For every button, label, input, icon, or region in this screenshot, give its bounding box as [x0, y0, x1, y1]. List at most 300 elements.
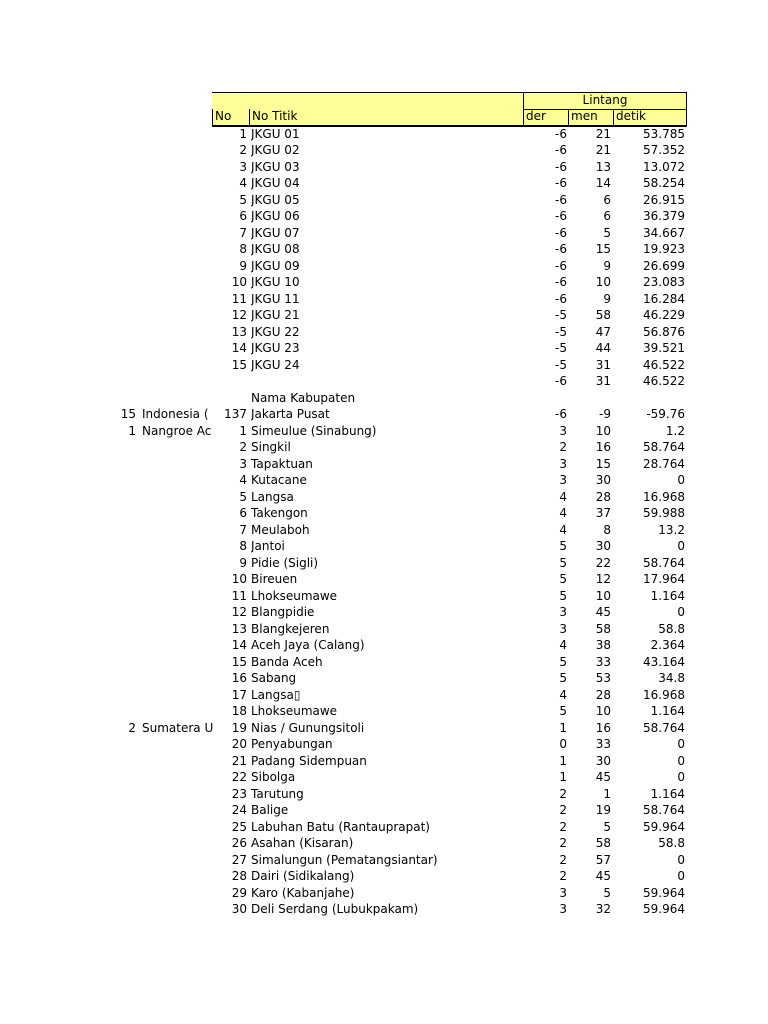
row-number: 12	[231, 308, 247, 322]
latitude-seconds: 46.522	[643, 357, 685, 372]
province-cell	[100, 703, 213, 719]
latitude-seconds: 17.964	[643, 572, 685, 586]
row-number: 5	[239, 192, 247, 207]
province-cell	[100, 736, 213, 752]
latitude-degrees: 2	[559, 803, 567, 817]
latitude-degrees: -6	[555, 258, 567, 273]
location-name: JKGU 06	[251, 209, 300, 223]
row-number: 21	[231, 753, 247, 768]
latitude-minutes: 1	[603, 786, 611, 801]
latitude-seconds: 16.968	[643, 489, 685, 504]
latitude-minutes: 6	[603, 192, 611, 207]
location-name: Meulaboh	[251, 522, 310, 537]
province-number: 1	[128, 423, 136, 438]
row-number: 8	[239, 539, 247, 553]
table-row	[0, 274, 768, 291]
latitude-minutes: -9	[599, 407, 611, 421]
location-name: Sibolga	[251, 770, 296, 784]
latitude-degrees: 2	[559, 786, 567, 801]
latitude-seconds: 26.915	[643, 192, 685, 207]
province-cell	[100, 505, 213, 521]
location-name: Penyabungan	[251, 737, 333, 751]
latitude-minutes: 14	[595, 176, 611, 190]
row-number: 16	[231, 671, 247, 685]
row-number: 12	[231, 605, 247, 619]
latitude-seconds: 13.072	[643, 159, 685, 174]
table-row	[0, 192, 768, 209]
province-cell	[100, 357, 213, 373]
location-name: JKGU 01	[251, 126, 300, 141]
latitude-degrees: -6	[555, 374, 567, 388]
latitude-minutes: 31	[595, 357, 611, 372]
latitude-minutes: 22	[595, 555, 611, 570]
latitude-degrees: 2	[559, 869, 567, 883]
latitude-minutes: 5	[603, 885, 611, 900]
row-number: 22	[231, 770, 247, 784]
latitude-degrees: 2	[559, 836, 567, 850]
latitude-minutes: 57	[595, 852, 611, 867]
latitude-minutes: 13	[595, 159, 611, 174]
location-name: Bireuen	[251, 572, 298, 586]
location-name: Nias / Gunungsitoli	[251, 720, 365, 735]
row-number: 24	[231, 803, 247, 817]
row-number: 15	[231, 654, 247, 669]
header-no: No	[212, 109, 250, 126]
latitude-degrees: -6	[555, 143, 567, 157]
latitude-minutes: 15	[595, 242, 611, 256]
latitude-minutes: 5	[603, 225, 611, 240]
latitude-seconds: 34.667	[643, 225, 685, 240]
latitude-seconds: 39.521	[643, 341, 685, 355]
location-name: Pidie (Sigli)	[251, 555, 319, 570]
latitude-minutes: 30	[595, 539, 611, 553]
location-name: Nama Kabupaten	[251, 390, 356, 405]
row-number: 2	[239, 440, 247, 454]
latitude-degrees: -6	[555, 225, 567, 240]
header-detik: detik	[613, 109, 686, 126]
province-cell	[100, 604, 213, 620]
table-row	[0, 175, 768, 192]
location-name: JKGU 07	[251, 225, 300, 240]
row-number: 6	[239, 506, 247, 520]
latitude-seconds: 0	[677, 869, 685, 883]
province-cell	[100, 142, 213, 158]
location-name: Deli Serdang (Lubukpakam)	[251, 902, 419, 916]
row-number: 4	[239, 473, 247, 487]
row-number: 18	[231, 704, 247, 718]
latitude-seconds: 0	[677, 473, 685, 487]
location-name: Karo (Kabanjahe)	[251, 885, 355, 900]
table-row	[0, 802, 768, 819]
table-row	[0, 720, 768, 737]
latitude-seconds: 0	[677, 852, 685, 867]
row-number: 13	[231, 621, 247, 636]
latitude-minutes: 16	[595, 720, 611, 735]
latitude-degrees: 4	[559, 638, 567, 652]
table-row	[0, 654, 768, 671]
location-name: JKGU 22	[251, 324, 300, 339]
latitude-seconds: 59.964	[643, 819, 685, 834]
latitude-minutes: 10	[595, 588, 611, 603]
latitude-minutes: 30	[595, 473, 611, 487]
table-row	[0, 769, 768, 786]
table-row	[0, 736, 768, 753]
table-row	[0, 885, 768, 902]
latitude-seconds: 16.284	[643, 291, 685, 306]
latitude-seconds: 0	[677, 737, 685, 751]
row-number: 13	[231, 324, 247, 339]
latitude-seconds: 58.254	[643, 176, 685, 190]
table-row	[0, 868, 768, 885]
province-cell	[100, 769, 213, 785]
table-row	[0, 126, 768, 143]
header-men: men	[568, 109, 614, 126]
province-cell	[100, 225, 213, 241]
row-number: 17	[231, 687, 247, 702]
row-number: 23	[231, 786, 247, 801]
latitude-degrees: -6	[555, 291, 567, 306]
province-cell	[100, 274, 213, 290]
latitude-degrees: -6	[555, 126, 567, 141]
latitude-degrees: 2	[559, 852, 567, 867]
location-name: JKGU 23	[251, 341, 300, 355]
table-row	[0, 258, 768, 275]
table-row	[0, 687, 768, 704]
province-cell	[100, 885, 213, 901]
latitude-seconds: 26.699	[643, 258, 685, 273]
province-cell	[100, 687, 213, 703]
location-name: Sabang	[251, 671, 297, 685]
row-number: 137	[224, 407, 247, 421]
latitude-degrees: 5	[559, 555, 567, 570]
table-row	[0, 852, 768, 869]
latitude-seconds: 46.522	[643, 374, 685, 388]
province-cell	[100, 538, 213, 554]
table-row	[0, 456, 768, 473]
row-number: 4	[239, 176, 247, 190]
province-name: Sumatera U	[142, 720, 213, 735]
latitude-degrees: -6	[555, 176, 567, 190]
latitude-minutes: 5	[603, 819, 611, 834]
latitude-seconds: 0	[677, 605, 685, 619]
latitude-seconds: 34.8	[658, 671, 685, 685]
row-number: 9	[239, 258, 247, 273]
table-row	[0, 340, 768, 357]
province-cell	[100, 802, 213, 818]
latitude-minutes: 10	[595, 275, 611, 289]
province-cell	[100, 852, 213, 868]
row-number: 11	[231, 588, 247, 603]
location-name: Blangkejeren	[251, 621, 330, 636]
table-row	[0, 142, 768, 159]
latitude-degrees: 3	[559, 423, 567, 438]
latitude-minutes: 30	[595, 753, 611, 768]
latitude-degrees: -5	[555, 308, 567, 322]
province-cell	[100, 654, 213, 670]
latitude-minutes: 58	[595, 621, 611, 636]
location-name: Labuhan Batu (Rantauprapat)	[251, 819, 430, 834]
province-cell	[100, 258, 213, 274]
location-name: Jakarta Pusat	[251, 407, 330, 421]
province-name: Indonesia (	[142, 407, 209, 421]
latitude-degrees: -6	[555, 242, 567, 256]
province-cell	[100, 307, 213, 323]
latitude-minutes: 31	[595, 374, 611, 388]
latitude-seconds: 0	[677, 753, 685, 768]
latitude-degrees: -6	[555, 159, 567, 174]
province-cell	[100, 390, 213, 406]
location-name: JKGU 02	[251, 143, 300, 157]
latitude-minutes: 10	[595, 423, 611, 438]
latitude-degrees: 5	[559, 572, 567, 586]
location-name: Kutacane	[251, 473, 307, 487]
latitude-degrees: 3	[559, 885, 567, 900]
row-number: 7	[239, 225, 247, 240]
location-name: Tapaktuan	[251, 456, 313, 471]
latitude-minutes: 10	[595, 704, 611, 718]
province-cell	[100, 439, 213, 455]
table-row	[0, 390, 768, 407]
table-row	[0, 208, 768, 225]
row-number: 20	[231, 737, 247, 751]
latitude-seconds: 1.164	[650, 704, 685, 718]
province-cell	[100, 670, 213, 686]
row-number: 8	[239, 242, 247, 256]
province-cell	[100, 175, 213, 191]
province-cell	[100, 786, 213, 802]
latitude-seconds: 43.164	[643, 654, 685, 669]
province-cell	[100, 901, 213, 917]
latitude-degrees: 3	[559, 605, 567, 619]
province-cell	[100, 340, 213, 356]
latitude-degrees: 1	[559, 770, 567, 784]
province-cell	[100, 621, 213, 637]
table-row	[0, 406, 768, 423]
table-row	[0, 522, 768, 539]
province-cell	[100, 291, 213, 307]
latitude-seconds: 58.764	[643, 720, 685, 735]
location-name: JKGU 05	[251, 192, 300, 207]
latitude-seconds: 1.2	[665, 423, 685, 438]
table-row	[0, 621, 768, 638]
latitude-seconds: 23.083	[643, 275, 685, 289]
latitude-seconds: 0	[677, 539, 685, 553]
table-row	[0, 588, 768, 605]
latitude-seconds: 0	[677, 770, 685, 784]
table-row	[0, 505, 768, 522]
latitude-minutes: 15	[595, 456, 611, 471]
province-cell	[100, 720, 213, 736]
latitude-seconds: 1.164	[650, 588, 685, 603]
province-number: 15	[120, 407, 136, 421]
table-row	[0, 670, 768, 687]
table-row	[0, 703, 768, 720]
latitude-seconds: 36.379	[643, 209, 685, 223]
row-number: 10	[231, 275, 247, 289]
table-row	[0, 538, 768, 555]
location-name: Jantoi	[251, 539, 285, 553]
province-cell	[100, 522, 213, 538]
row-number: 25	[231, 819, 247, 834]
latitude-degrees: 5	[559, 539, 567, 553]
latitude-seconds: 57.352	[643, 143, 685, 157]
table-row	[0, 291, 768, 308]
latitude-degrees: 3	[559, 902, 567, 916]
latitude-minutes: 28	[595, 489, 611, 504]
latitude-degrees: 5	[559, 704, 567, 718]
province-cell	[100, 489, 213, 505]
latitude-seconds: 28.764	[643, 456, 685, 471]
location-name: Dairi (Sidikalang)	[251, 869, 355, 883]
latitude-degrees: 1	[559, 753, 567, 768]
table-row	[0, 357, 768, 374]
latitude-minutes: 38	[595, 638, 611, 652]
location-name: JKGU 09	[251, 258, 300, 273]
latitude-minutes: 21	[595, 126, 611, 141]
province-cell	[100, 126, 213, 142]
row-number: 5	[239, 489, 247, 504]
latitude-minutes: 9	[603, 258, 611, 273]
table-row	[0, 753, 768, 770]
province-cell	[100, 868, 213, 884]
latitude-minutes: 33	[595, 737, 611, 751]
latitude-minutes: 16	[595, 440, 611, 454]
location-name: Balige	[251, 803, 289, 817]
row-number: 10	[231, 572, 247, 586]
table-row	[0, 241, 768, 258]
row-number: 30	[231, 902, 247, 916]
latitude-minutes: 47	[595, 324, 611, 339]
header-lintang: Lintang	[523, 93, 686, 110]
latitude-degrees: 3	[559, 473, 567, 487]
row-number: 9	[239, 555, 247, 570]
row-number: 11	[231, 291, 247, 306]
row-number: 1	[239, 423, 247, 438]
latitude-degrees: -6	[555, 192, 567, 207]
row-number: 28	[231, 869, 247, 883]
location-name: Simalungun (Pematangsiantar)	[251, 852, 438, 867]
province-cell	[100, 571, 213, 587]
latitude-degrees: 4	[559, 522, 567, 537]
latitude-minutes: 45	[595, 869, 611, 883]
location-name: JKGU 11	[251, 291, 300, 306]
province-cell	[100, 423, 213, 439]
location-name: Blangpidie	[251, 605, 315, 619]
latitude-degrees: 4	[559, 687, 567, 702]
row-number: 2	[239, 143, 247, 157]
location-name: Tarutung	[251, 786, 304, 801]
location-name: JKGU 24	[251, 357, 300, 372]
province-cell	[100, 835, 213, 851]
latitude-degrees: 4	[559, 489, 567, 504]
latitude-seconds: 58.764	[643, 555, 685, 570]
table-row	[0, 489, 768, 506]
header-no-titik: No Titik	[249, 109, 524, 126]
latitude-minutes: 21	[595, 143, 611, 157]
row-number: 1	[239, 126, 247, 141]
latitude-degrees: 3	[559, 456, 567, 471]
latitude-seconds: 58.764	[643, 440, 685, 454]
location-name: Aceh Jaya (Calang)	[251, 638, 365, 652]
latitude-minutes: 44	[595, 341, 611, 355]
table-row	[0, 901, 768, 918]
location-name: JKGU 10	[251, 275, 300, 289]
latitude-degrees: -5	[555, 357, 567, 372]
province-cell	[100, 406, 213, 422]
province-cell	[100, 456, 213, 472]
table-row	[0, 571, 768, 588]
row-number: 7	[239, 522, 247, 537]
latitude-seconds: 53.785	[643, 126, 685, 141]
latitude-degrees: 2	[559, 440, 567, 454]
province-cell	[100, 192, 213, 208]
row-number: 26	[231, 836, 247, 850]
table-row	[0, 555, 768, 572]
table-row	[0, 835, 768, 852]
province-cell	[100, 373, 213, 389]
latitude-degrees: -6	[555, 209, 567, 223]
location-name: Banda Aceh	[251, 654, 323, 669]
province-cell	[100, 637, 213, 653]
latitude-seconds: 58.8	[658, 621, 685, 636]
province-cell	[100, 208, 213, 224]
latitude-minutes: 28	[595, 687, 611, 702]
latitude-minutes: 33	[595, 654, 611, 669]
row-number: 29	[231, 885, 247, 900]
row-number: 14	[231, 638, 247, 652]
latitude-minutes: 32	[595, 902, 611, 916]
latitude-seconds: 16.968	[643, 687, 685, 702]
latitude-degrees: -6	[555, 275, 567, 289]
latitude-seconds: 58.764	[643, 803, 685, 817]
latitude-minutes: 37	[595, 506, 611, 520]
province-cell	[100, 472, 213, 488]
location-name: JKGU 04	[251, 176, 300, 190]
table-row	[0, 423, 768, 440]
table-row	[0, 439, 768, 456]
latitude-degrees: 5	[559, 671, 567, 685]
location-name: JKGU 08	[251, 242, 300, 256]
province-name: Nangroe Ac	[142, 423, 212, 438]
table-row	[0, 225, 768, 242]
latitude-degrees: 4	[559, 506, 567, 520]
province-cell	[100, 555, 213, 571]
latitude-seconds: 59.964	[643, 902, 685, 916]
latitude-minutes: 53	[595, 671, 611, 685]
table-row	[0, 819, 768, 836]
location-name: Singkil	[251, 440, 291, 454]
latitude-degrees: 1	[559, 720, 567, 735]
table-row	[0, 472, 768, 489]
table-row	[0, 637, 768, 654]
location-name: Lhokseumawe	[251, 704, 338, 718]
table-row	[0, 307, 768, 324]
latitude-minutes: 9	[603, 291, 611, 306]
latitude-minutes: 45	[595, 605, 611, 619]
latitude-degrees: 2	[559, 819, 567, 834]
row-number: 19	[231, 720, 247, 735]
latitude-seconds: 56.876	[643, 324, 685, 339]
latitude-minutes: 6	[603, 209, 611, 223]
row-number: 15	[231, 357, 247, 372]
latitude-minutes: 12	[595, 572, 611, 586]
latitude-seconds: 19.923	[643, 242, 685, 256]
latitude-degrees: 0	[559, 737, 567, 751]
location-name: JKGU 21	[251, 308, 300, 322]
location-name: Asahan (Kisaran)	[251, 836, 354, 850]
province-cell	[100, 159, 213, 175]
table-row	[0, 373, 768, 390]
